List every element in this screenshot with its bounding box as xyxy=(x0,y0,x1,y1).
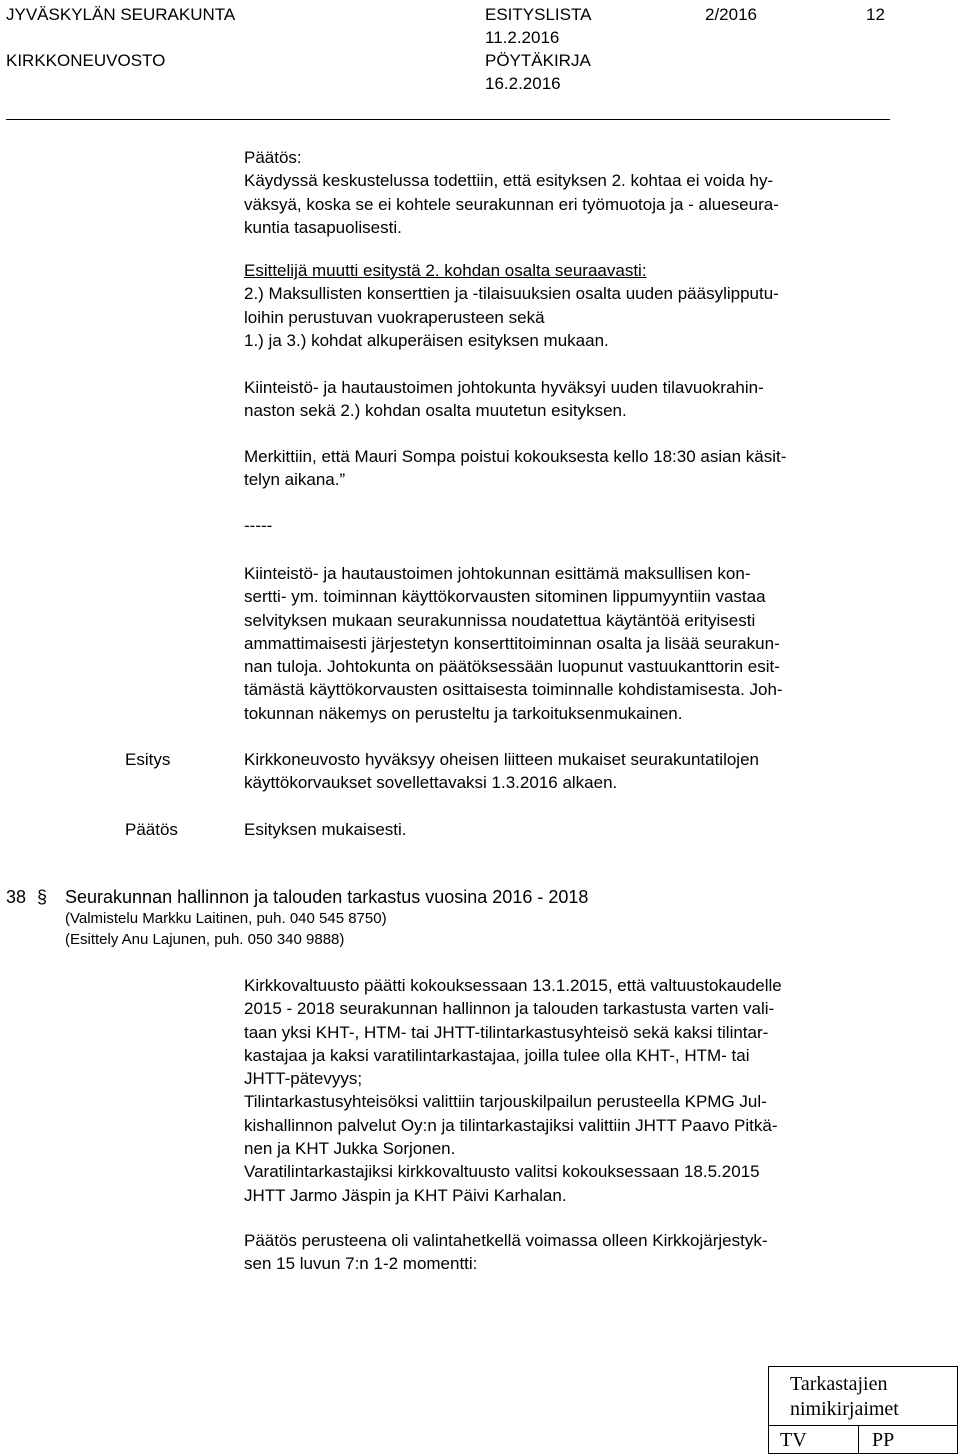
header-rule xyxy=(6,119,890,120)
decision-label: Päätös xyxy=(125,820,178,839)
proposal-label: Esitys xyxy=(125,750,171,769)
paragraph-line: Kiinteistö- ja hautaustoimen johtokunnan esittämä maksullisen kon- xyxy=(244,564,751,583)
document-number: 2/2016 xyxy=(705,5,757,24)
initials-reviewer-1: TV xyxy=(780,1429,807,1451)
paragraph-line: tämästä käyttökorvausten osittaisesta toiminnalle kohdistamisesta. Joh- xyxy=(244,680,783,700)
paragraph-line: kishallinnon palvelut Oy:n ja tilintarkastajiksi valittiin JHTT Paavo Pitkä- xyxy=(244,1115,778,1135)
separator-text: ----- xyxy=(244,516,273,535)
section38-body2 xyxy=(244,1229,894,1276)
paragraph-line: Kirkkoneuvosto hyväksyy oheisen liitteen mukaiset seurakuntatilojen xyxy=(244,750,759,769)
paragraph-line: Merkittiin, että Mauri Sompa poistui kokouksesta kello 18:30 asian käsit- xyxy=(244,447,787,466)
paragraph-line: selvityksen mukaan seurakunnissa noudatettua käytäntöä erityisesti xyxy=(244,610,756,630)
decision-heading: Päätös: xyxy=(244,148,302,167)
paragraph-line: ammattimaisesti järjestetyn konserttitoiminnan osalta ja lisää seurakun- xyxy=(244,633,780,653)
paragraph-line: käyttökorvaukset sovellettavaksi 1.3.2016 alkaen. xyxy=(244,773,618,793)
section38-body xyxy=(244,974,894,1207)
paragraph-line: tokunnan näkemys on perusteltu ja tarkoituksenmukainen. xyxy=(244,703,683,723)
note-paragraph xyxy=(244,445,894,492)
minutes-date: 16.2.2016 xyxy=(485,74,561,93)
presenter-line: (Esittely Anu Lajunen, puh. 050 340 9888) xyxy=(65,931,345,948)
paragraph-line: Päätös perusteena oli valintahetkellä voimassa olleen Kirkkojärjestyk- xyxy=(244,1231,768,1250)
paragraph-line: sen 15 luvun 7:n 1-2 momentti: xyxy=(244,1254,478,1274)
paragraph-line: Käydyssä keskustelussa todettiin, että esityksen 2. kohtaa ei voida hy- xyxy=(244,171,774,191)
paragraph-line: telyn aikana.” xyxy=(244,470,346,490)
amendment-paragraph xyxy=(244,259,894,352)
paragraph-line: loihin perustuvan vuokraperusteen sekä xyxy=(244,307,545,327)
paragraph-line: väksyä, koska se ei kohtele seurakunnan eri työmuotoja ja - alueseura- xyxy=(244,194,779,214)
paragraph-line: 2.) Maksullisten konserttien ja -tilaisuuksien osalta uuden pääsylipputu- xyxy=(244,284,779,304)
paragraph-line: 1.) ja 3.) kohdat alkuperäisen esityksen mukaan. xyxy=(244,330,609,350)
initials-box-subtitle: nimikirjaimet xyxy=(790,1398,899,1420)
section-symbol: § xyxy=(37,887,48,907)
page-number: 12 xyxy=(866,5,885,24)
proposal-text xyxy=(244,748,894,795)
paragraph-line: nan tuloja. Johtokunta on päätöksessään luopunut vastuukanttorin esit- xyxy=(244,657,780,677)
agenda-label: ESITYSLISTA xyxy=(485,5,592,24)
paragraph-line: nen ja KHT Jukka Sorjonen. xyxy=(244,1139,456,1159)
organization-name: JYVÄSKYLÄN SEURAKUNTA xyxy=(6,5,236,24)
section-title: Seurakunnan hallinnon ja talouden tarkastus vuosina 2016 - 2018 xyxy=(65,887,589,907)
paragraph-line: Kirkkovaltuusto päätti kokouksessaan 13.1.2015, että valtuustokaudelle xyxy=(244,976,782,995)
paragraph-line: taan yksi KHT-, HTM- tai JHTT-tilintarkastusyhteisö sekä kaksi tilintar- xyxy=(244,1022,769,1042)
initials-box-divider xyxy=(768,1425,958,1426)
paragraph-line: Tilintarkastusyhteisöksi valittiin tarjouskilpailun perusteella KPMG Jul- xyxy=(244,1092,767,1112)
body-name: KIRKKONEUVOSTO xyxy=(6,51,166,70)
agenda-date: 11.2.2016 xyxy=(485,28,560,47)
paragraph-line: Varatilintarkastajiksi kirkkovaltuusto valitsi kokouksessaan 18.5.2015 xyxy=(244,1162,760,1182)
paragraph-line: kastajaa ja kaksi varatilintarkastajaa, joilla tulee olla KHT-, HTM- tai xyxy=(244,1045,750,1065)
separator xyxy=(244,514,894,537)
paragraph-line: JHTT Jarmo Jäspin ja KHT Päivi Karhalan. xyxy=(244,1185,567,1205)
paragraph-line: sertti- ym. toiminnan käyttökorvausten sitominen lippumyyntiin vastaa xyxy=(244,587,766,607)
amendment-heading: Esittelijä muutti esitystä 2. kohdan osalta seuraavasti: xyxy=(244,261,647,280)
paragraph-line: Kiinteistö- ja hautaustoimen johtokunta hyväksyi uuden tilavuokrahin- xyxy=(244,378,764,397)
section-number: 38 xyxy=(6,887,27,907)
decision-section xyxy=(244,146,894,239)
board-paragraph xyxy=(244,376,894,423)
rationale-paragraph xyxy=(244,562,894,725)
paragraph-line: JHTT-pätevyys; xyxy=(244,1069,363,1089)
decision-text xyxy=(244,818,894,841)
minutes-label: PÖYTÄKIRJA xyxy=(485,51,591,70)
paragraph-line: Esityksen mukaisesti. xyxy=(244,820,407,839)
preparer-line: (Valmistelu Markku Laitinen, puh. 040 545 8750) xyxy=(65,910,387,927)
initials-reviewer-2: PP xyxy=(872,1429,895,1451)
paragraph-line: kuntia tasapuolisesti. xyxy=(244,217,402,237)
paragraph-line: 2015 - 2018 seurakunnan hallinnon ja talouden tarkastusta varten vali- xyxy=(244,999,775,1019)
initials-box-title: Tarkastajien xyxy=(790,1373,888,1395)
paragraph-line: naston sekä 2.) kohdan osalta muutetun esityksen. xyxy=(244,401,627,421)
initials-box-column-divider xyxy=(858,1425,859,1454)
